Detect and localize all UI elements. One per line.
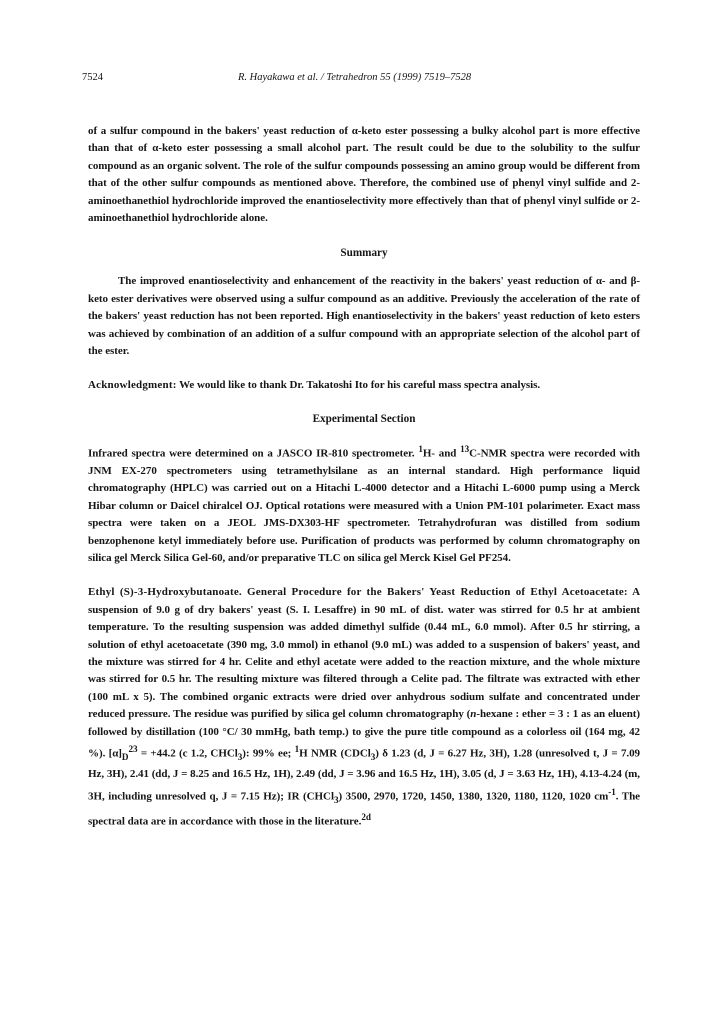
page-header [82,72,640,90]
chcl3-sub-1: 3 [237,751,243,762]
procedure-text-6: ) δ 1.23 (d, J = 6.27 Hz, 3H), 1.28 (unresolved t, J = 7.09 Hz, 3H), 2.41 (dd, J = 8.25 and 16.5 Hz, 1H), 2.49 (dd, J = 3.96 and 16.5 Hz, 1H), 3.05 (d, J = 3.63 Hz, 1H), 4.13-4.24 (m, 3H, including unresolved q, J = 7.15 Hz); IR (CHCl [88,747,640,803]
procedure-title: Ethyl (S)-3-Hydroxybutanoate. General Procedure for the Bakers' Yeast Reduction of Ethyl Acetoacetate: [88,586,628,599]
procedure-paragraph [88,584,640,831]
cm-sup: -1 [608,786,616,797]
procedure-text-3: = +44.2 (c 1.2, CHCl [137,747,238,760]
procedure-text-7: ) 3500, 2970, 1720, 1450, 1380, 1320, 1180, 1120, 1020 cm [338,790,609,803]
instr-text-a: Infrared spectra were determined on a JASCO IR-810 spectrometer. [88,447,419,460]
instr-text-c: C-NMR spectra were recorded with JNM EX-270 spectrometers using tetramethylsilane as an internal standard. High performance liquid chromatography (HPLC) was carried out on a Hitachi L-4000 detector and a Hitachi L-6000 pump using a Merck Hibar column or Daicel chiralcel OJ. Optical rotations were measured with a Union PM-101 polarimeter. Exact mass spectra were taken on a JEOL JMS-DX303-HF spectrometer. Tetrahydrofuran was distilled from sodium benzophenone ketyl immediately before use. Purification of products was performed by column chromatography on silica gel Merck Silica Gel-60, and/or preparative TLC on silica gel Merck Kisel Gel PF254. [88,447,641,564]
procedure-text-1: A suspension of 9.0 g of dry bakers' yeast (S. I. Lesaffre) in 90 mL of dist. water was stirred for 0.5 hr at ambient temperature. To the resulting suspension was added dimethyl sulfide (0.44 mL, 6.0 mmol). After 0.5 hr stirring, a solution of ethyl acetoacetate (390 mg, 3.0 mmol) in ethanol (9.0 mL) was added to a suspension of bakers' yeast, and the mixture was stirred for 4 hr. Celite and ethyl acetate were added to the reaction mixture, and the whole mixture was stirred for 0.5 hr. The resulting mixture was filtered through a Celite pad. The filtrate was extracted with ether (100 mL x 5). The combined organic extracts were dried over anhydrous sodium sulfate and concentrated under reduced pressure. The residue was purified by silica gel column chromatography ( [88,586,640,721]
procedure-text-5: H NMR (CDCl [299,747,371,760]
procedure-italic-n: n [470,708,477,721]
nmr-sup-1: 1 [294,744,300,755]
instr-sup-1: 1 [418,443,423,454]
intro-paragraph: of a sulfur compound in the bakers' yeast reduction of α-keto ester possessing a bulky alcohol part is more effective than that of α-keto ester possessing a small alcohol part. The result could be due to the solubility to the sulfur compound as an organic solvent. The role of the sulfur compounds possessing an amino group would be different from that of the other sulfur compounds as mentioned above. Therefore, the combined use of phenyl vinyl sulfide and 2-aminoethanethiol hydrochloride improved the enantioselectivity more effectively than that of phenyl vinyl sulfide or 2-aminoethanethiol hydrochloride alone. [88,125,640,225]
instrumentation-paragraph [88,441,640,568]
chcl3-sub-2: 3 [333,794,339,805]
running-head: R. Hayakawa et al. / Tetrahedron 55 (1999) 7519–7528 [238,72,472,83]
instr-text-b: H- and [422,447,461,460]
experimental-heading: Experimental Section [312,412,416,425]
rotation-sup-23: 23 [128,744,138,755]
rotation-sub-d: D [121,751,129,762]
reference-sup: 2d [361,811,371,822]
acknowledgment-text: We would like to thank Dr. Takatoshi Ito for his careful mass spectra analysis. [176,379,541,392]
procedure-text-8: . The spectral data are in accordance with those in the literature. [88,790,640,828]
acknowledgment-label: Acknowledgment: [88,379,177,392]
acknowledgment-paragraph [88,377,640,394]
summary-paragraph: The improved enantioselectivity and enhancement of the reactivity in the bakers' yeast reduction of α- and β-keto ester derivatives were observed using a sulfur compound as an additive. Previously the acceleration of the rate of the bakers' yeast reduction has not been reported. High enantioselectivity in the bakers' yeast reduction of keto esters was achieved by combination of an addition of a sulfur compound with an appropriate selection of the alcohol part of the ester. [88,275,640,358]
paper-page [82,72,641,831]
procedure-text-4: ): 99% ee; [242,747,295,760]
page-number: 7524 [82,72,103,83]
instr-sup-13: 13 [460,443,470,454]
summary-heading: Summary [340,247,388,260]
cdcl3-sub: 3 [370,751,376,762]
procedure-text-2: -hexane : ether = 3 : 1 as an eluent) followed by distillation (100 °C/ 30 mmHg, bath temp.) to give the pure title compound as a colorless oil (164 mg, 42 %). [α] [88,708,641,760]
